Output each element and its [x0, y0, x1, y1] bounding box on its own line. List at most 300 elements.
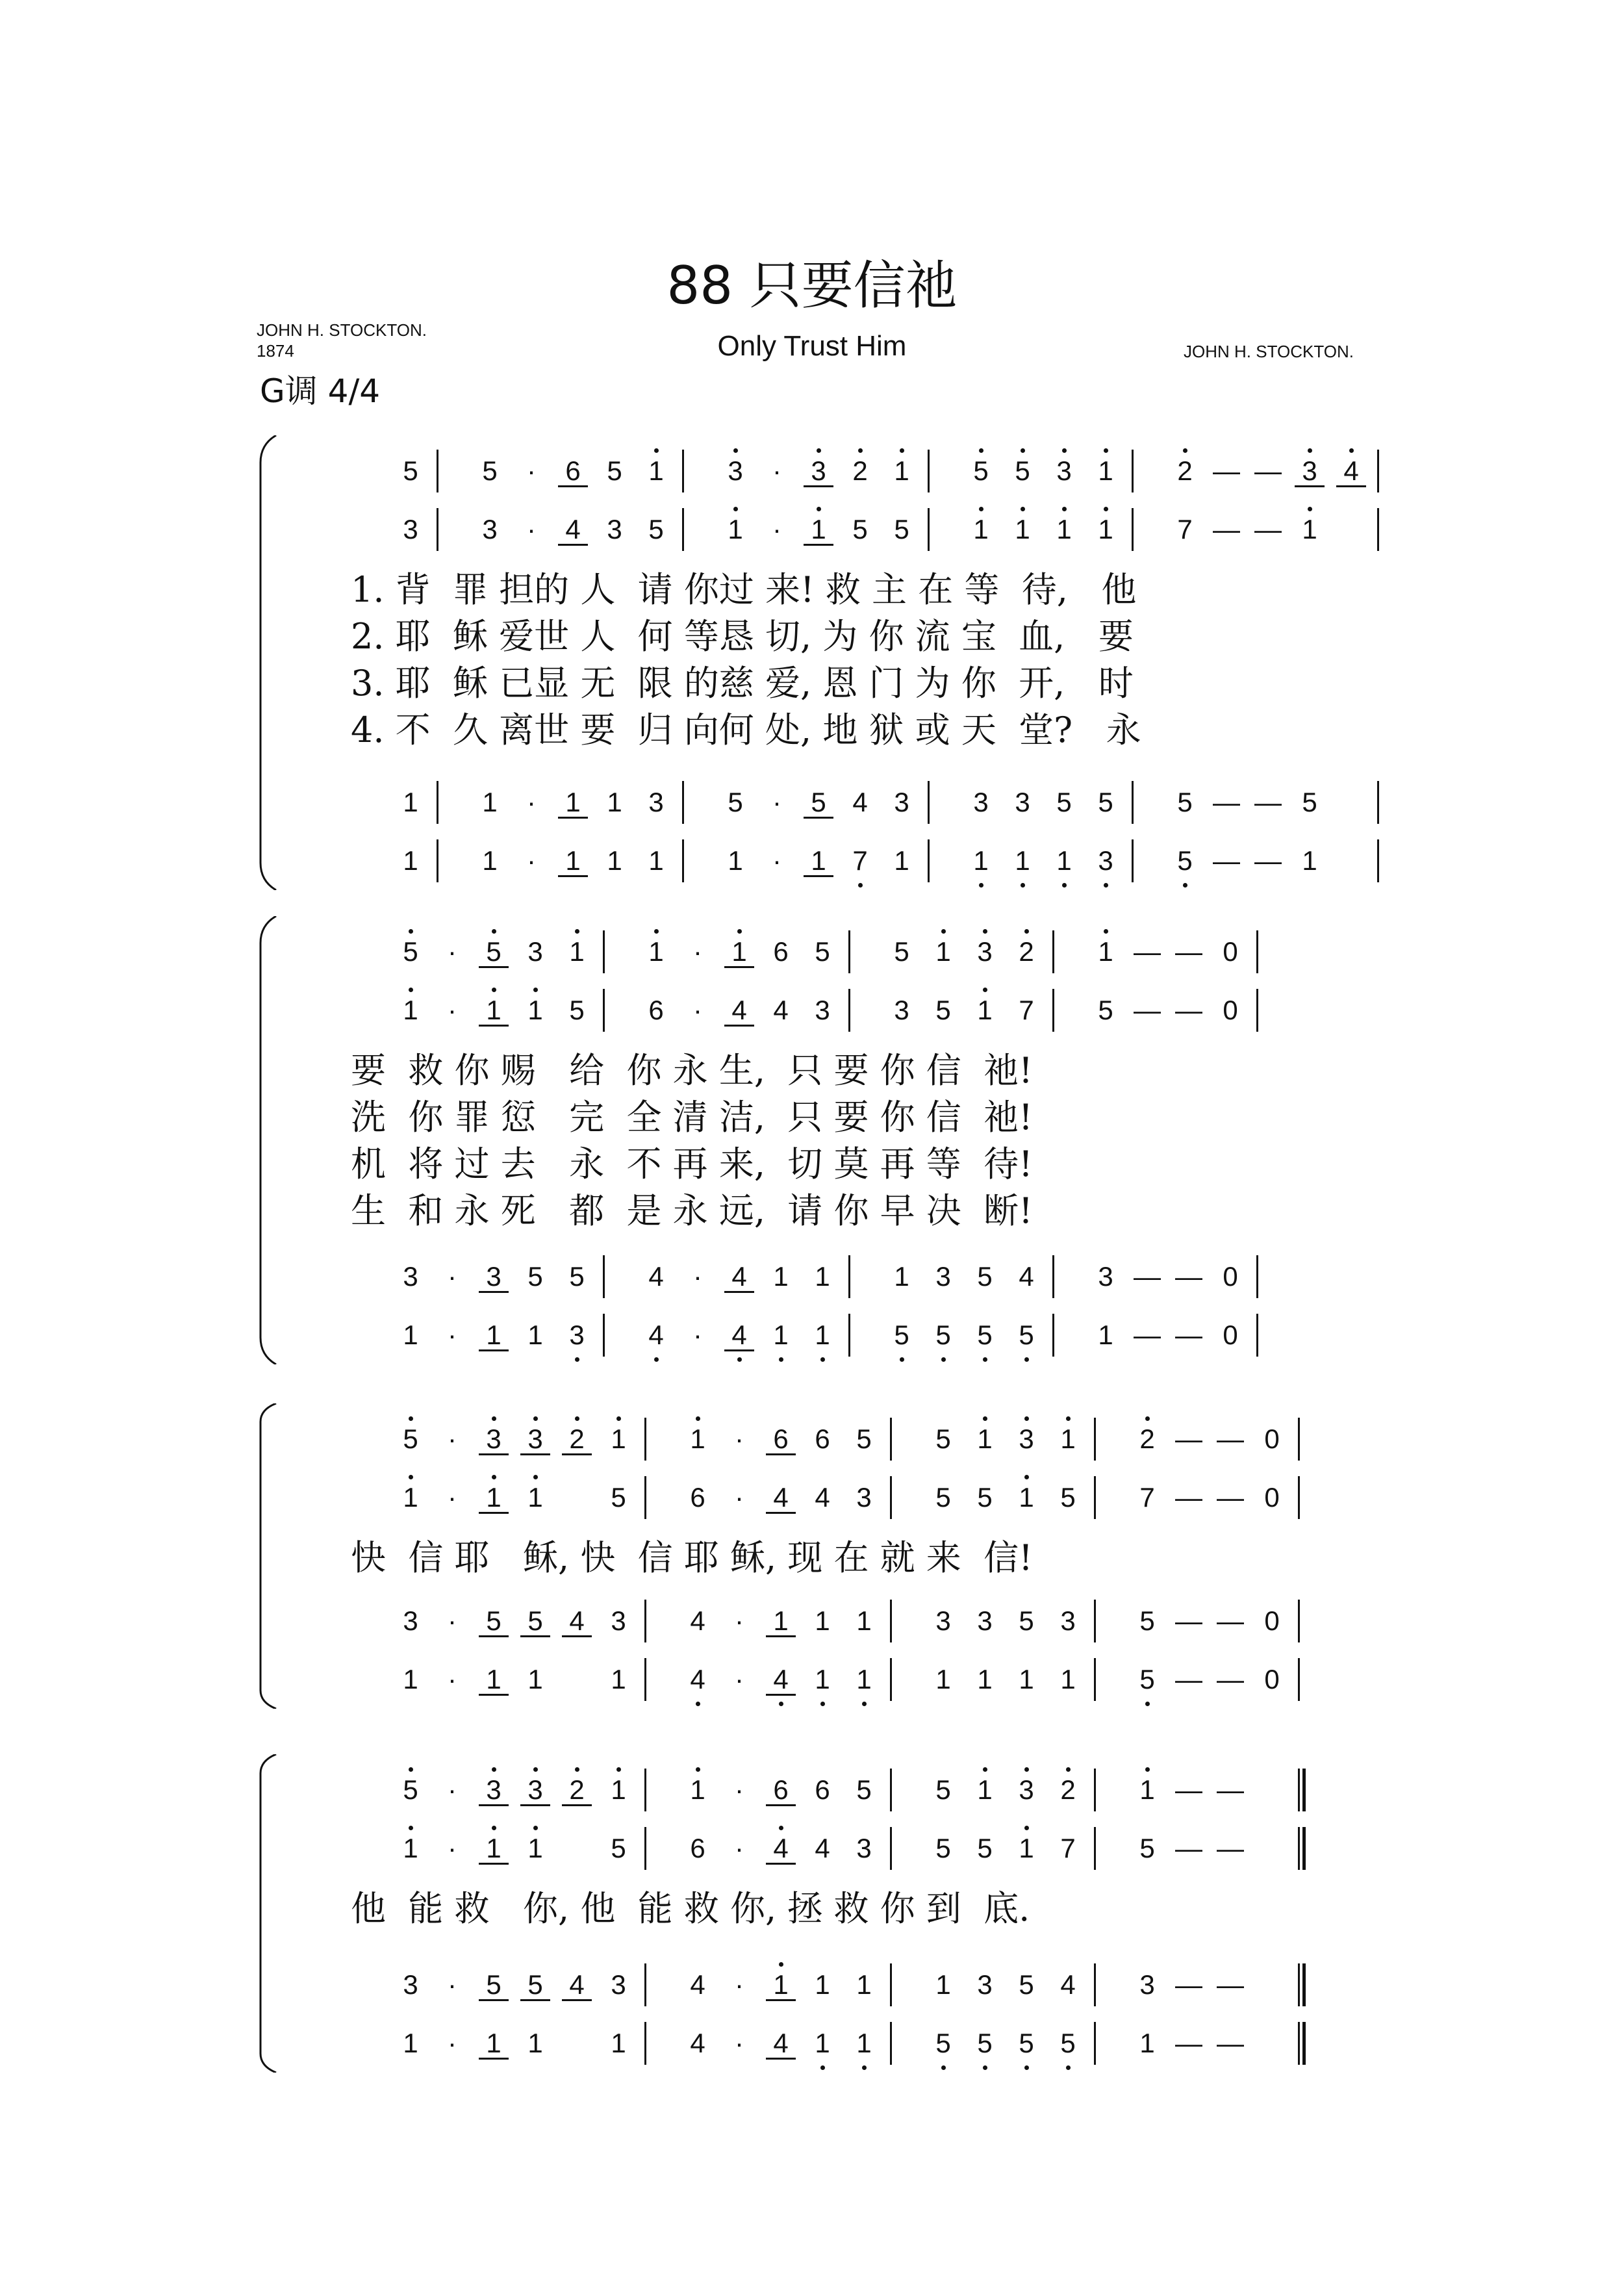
notation-row — [0, 448, 1624, 494]
note-symbol: · — [735, 2028, 744, 2058]
note-symbol: 5 — [935, 2028, 951, 2058]
note — [381, 838, 440, 884]
note — [872, 838, 931, 884]
note-symbol: · — [527, 455, 536, 486]
note-symbol: 4 — [773, 995, 789, 1025]
octave-down-dot — [779, 1702, 783, 1706]
bar-line — [644, 1600, 646, 1642]
note-symbol: 1 — [856, 2028, 872, 2058]
note-symbol: · — [448, 1664, 457, 1694]
note-symbol: 1 — [1139, 2028, 1155, 2058]
notation-row — [0, 988, 1624, 1033]
note-symbol: 2 — [1177, 455, 1193, 486]
note-symbol: 7 — [1177, 514, 1193, 544]
note-symbol: 4 — [1060, 1969, 1076, 2000]
octave-down-dot — [941, 1357, 946, 1362]
note-symbol: 3 — [1098, 845, 1113, 876]
note-symbol: 3 — [648, 787, 664, 817]
note-symbol: 1 — [977, 1774, 993, 1805]
note — [627, 448, 685, 494]
lyric-line: 机 将 过 去 永 不 再 来, 切 莫 再 等 待! — [351, 1143, 1033, 1184]
note-symbol: 5 — [935, 1424, 951, 1454]
note-symbol: 5 — [935, 1320, 951, 1350]
note-symbol: — — [1254, 514, 1282, 544]
note-symbol: 3 — [486, 1774, 501, 1805]
bar-line — [1132, 450, 1134, 492]
note-symbol: 3 — [403, 1261, 418, 1292]
note-symbol: 4 — [1019, 1261, 1034, 1292]
octave-down-dot — [858, 883, 863, 888]
note-symbol: 1 — [1015, 514, 1030, 544]
octave-up-dot — [1062, 507, 1067, 511]
note-symbol: 1 — [1056, 514, 1072, 544]
bar-line — [644, 1769, 646, 1811]
note-symbol: 1 — [973, 514, 989, 544]
note-symbol: — — [1175, 1774, 1202, 1805]
note-symbol: 4 — [569, 1969, 585, 2000]
note-symbol: 1 — [935, 936, 951, 967]
note-symbol: 2 — [569, 1424, 585, 1454]
octave-down-dot — [820, 1357, 825, 1362]
note-symbol: 3 — [1302, 455, 1317, 486]
note — [793, 988, 852, 1033]
note-symbol: 1 — [811, 845, 826, 876]
octave-down-dot — [979, 883, 983, 888]
octave-up-dot — [983, 1416, 987, 1421]
note-symbol: 1 — [728, 514, 743, 544]
bar-line — [1094, 1658, 1096, 1701]
notation-row — [0, 1962, 1624, 2008]
note-symbol: 1 — [607, 845, 622, 876]
note — [1039, 1826, 1097, 1871]
note — [1201, 988, 1260, 1033]
lyric-line: 快 信 耶 稣, 快 信 耶 稣, 现 在 就 来 信! — [351, 1537, 1033, 1578]
note-symbol: 1 — [894, 845, 909, 876]
note-symbol: 3 — [403, 1969, 418, 2000]
note-symbol: · — [448, 1774, 457, 1805]
note-symbol: 1 — [611, 1664, 626, 1694]
bar-line — [644, 1418, 646, 1461]
octave-up-dot — [1308, 507, 1312, 511]
note-symbol: 1 — [1302, 845, 1317, 876]
note-symbol: 1 — [815, 2028, 830, 2058]
note-symbol: 3 — [403, 514, 418, 544]
note-symbol: 5 — [527, 1605, 543, 1636]
octave-up-dot — [817, 448, 821, 453]
bar-line — [1377, 781, 1379, 824]
bar-line — [848, 989, 850, 1032]
note-symbol: — — [1175, 936, 1202, 967]
note-symbol: 3 — [815, 995, 830, 1025]
bar-line — [437, 839, 438, 882]
note-symbol: 1 — [1019, 1482, 1034, 1513]
note-symbol: 4 — [690, 1605, 705, 1636]
note — [997, 1312, 1056, 1358]
notation-row — [0, 1826, 1624, 1871]
note-symbol: — — [1217, 1664, 1244, 1694]
note-symbol: 4 — [773, 1833, 789, 1863]
note-symbol: 1 — [773, 1969, 789, 2000]
bar-line — [437, 508, 438, 551]
note-symbol: — — [1134, 936, 1161, 967]
note-symbol: 5 — [815, 936, 830, 967]
note-symbol: 4 — [648, 1320, 664, 1350]
note-symbol: 1 — [815, 1261, 830, 1292]
note-symbol: 1 — [486, 1320, 501, 1350]
note-symbol: 3 — [611, 1969, 626, 2000]
note-symbol: 1 — [611, 1424, 626, 1454]
note-symbol: 3 — [1015, 787, 1030, 817]
note — [548, 1312, 606, 1358]
notation-row — [0, 507, 1624, 552]
octave-up-dot — [575, 1416, 579, 1421]
note — [1076, 838, 1135, 884]
note — [997, 1254, 1056, 1299]
note-symbol: 2 — [852, 455, 868, 486]
notation-row — [0, 929, 1624, 975]
bar-line — [1256, 1255, 1258, 1298]
bar-line — [682, 508, 684, 551]
note-symbol: 1 — [486, 1482, 501, 1513]
octave-up-dot — [983, 929, 987, 934]
note-symbol: · — [735, 1605, 744, 1636]
bar-line — [1094, 1476, 1096, 1519]
note-symbol: 5 — [935, 995, 951, 1025]
note-symbol: — — [1217, 1969, 1244, 2000]
octave-up-dot — [733, 448, 738, 453]
note — [506, 1475, 565, 1520]
bar-line — [603, 989, 605, 1032]
note — [589, 1416, 648, 1462]
octave-down-dot — [820, 1702, 825, 1706]
note-symbol: 4 — [731, 1320, 747, 1350]
notation-row — [0, 2021, 1624, 2066]
final-bar-line — [1298, 1827, 1306, 1870]
octave-up-dot — [1021, 448, 1025, 453]
note-symbol: 1 — [486, 995, 501, 1025]
note-symbol: 1 — [856, 1664, 872, 1694]
octave-up-dot — [1104, 507, 1108, 511]
octave-up-dot — [779, 1826, 783, 1830]
lyric-line: 他 能 救 你, 他 能 救 你, 拯 救 你 到 底. — [351, 1888, 1030, 1929]
bar-line — [1377, 450, 1379, 492]
note-symbol: 1 — [815, 1320, 830, 1350]
note — [1201, 1826, 1260, 1871]
note-symbol: · — [527, 514, 536, 544]
note-symbol: 1 — [648, 455, 664, 486]
bar-line — [437, 450, 438, 492]
note-symbol: 5 — [403, 455, 418, 486]
octave-down-dot — [820, 2065, 825, 2070]
bar-line — [890, 1476, 892, 1519]
note — [1243, 1657, 1301, 1702]
note-symbol: 5 — [403, 936, 418, 967]
note-symbol: 1 — [486, 2028, 501, 2058]
note-symbol: · — [735, 1424, 744, 1454]
note-symbol: 1 — [565, 845, 581, 876]
note — [1280, 838, 1339, 884]
note-symbol: · — [693, 1320, 702, 1350]
octave-up-dot — [1104, 448, 1108, 453]
notation-row — [0, 838, 1624, 884]
octave-up-dot — [737, 929, 742, 934]
bar-line — [1256, 989, 1258, 1032]
bar-line — [1052, 1314, 1054, 1357]
note-symbol: 3 — [977, 1605, 993, 1636]
octave-up-dot — [409, 988, 413, 992]
bar-line — [682, 450, 684, 492]
note-symbol: — — [1175, 1482, 1202, 1513]
note-symbol: · — [448, 1261, 457, 1292]
note-symbol: 1 — [690, 1774, 705, 1805]
note-symbol: 0 — [1223, 995, 1238, 1025]
octave-up-dot — [409, 1767, 413, 1772]
note-symbol: 5 — [569, 995, 585, 1025]
note-symbol: — — [1254, 845, 1282, 876]
octave-up-dot — [575, 1767, 579, 1772]
note-symbol: — — [1175, 1605, 1202, 1636]
octave-down-dot — [1024, 2065, 1029, 2070]
note-symbol: 1 — [611, 1774, 626, 1805]
note — [381, 507, 440, 552]
note-symbol: 3 — [935, 1605, 951, 1636]
octave-up-dot — [1145, 1767, 1150, 1772]
note — [1201, 1962, 1260, 2008]
bar-line — [848, 1255, 850, 1298]
note-symbol: — — [1217, 1605, 1244, 1636]
bar-line — [890, 1418, 892, 1461]
octave-up-dot — [533, 1767, 538, 1772]
note-symbol: 5 — [1019, 2028, 1034, 2058]
note-symbol: 2 — [1060, 1774, 1076, 1805]
note — [381, 780, 440, 825]
note-symbol: 4 — [648, 1261, 664, 1292]
note-symbol: 6 — [815, 1774, 830, 1805]
note — [1076, 448, 1135, 494]
note-symbol: 5 — [977, 1261, 993, 1292]
note — [997, 929, 1056, 975]
note-symbol: 0 — [1264, 1424, 1280, 1454]
bar-line — [1094, 1963, 1096, 2006]
note — [1039, 1657, 1097, 1702]
note-symbol: 1 — [977, 1664, 993, 1694]
note-symbol: 0 — [1223, 936, 1238, 967]
lyric-line: 生 和 永 死 都 是 永 远, 请 你 早 决 断! — [351, 1190, 1033, 1231]
bar-line — [644, 1476, 646, 1519]
note-symbol: 3 — [403, 1605, 418, 1636]
note-symbol: 6 — [773, 936, 789, 967]
octave-up-dot — [533, 1475, 538, 1479]
note — [835, 1598, 893, 1644]
note-symbol: 6 — [773, 1774, 789, 1805]
octave-down-dot — [1104, 883, 1108, 888]
note-symbol: 1 — [894, 1261, 909, 1292]
note-symbol: · — [735, 1664, 744, 1694]
note — [589, 1475, 648, 1520]
note-symbol: 5 — [527, 1261, 543, 1292]
octave-up-dot — [533, 988, 538, 992]
note-symbol: 1 — [731, 936, 747, 967]
octave-up-dot — [1308, 448, 1312, 453]
note-symbol: 1 — [648, 845, 664, 876]
note-symbol: 4 — [1343, 455, 1359, 486]
octave-up-dot — [1066, 1416, 1071, 1421]
note-symbol: 1 — [607, 787, 622, 817]
note-symbol: — — [1175, 2028, 1202, 2058]
note-symbol: 1 — [773, 1320, 789, 1350]
note-symbol: 5 — [935, 1482, 951, 1513]
bar-line — [890, 2022, 892, 2065]
note — [1201, 1312, 1260, 1358]
note — [1201, 1767, 1260, 1813]
final-bar-line — [1298, 1769, 1306, 1811]
note-symbol: 1 — [1060, 1424, 1076, 1454]
octave-up-dot — [409, 929, 413, 934]
note-symbol: 4 — [569, 1605, 585, 1636]
note-symbol: 4 — [852, 787, 868, 817]
note — [835, 1657, 893, 1702]
bar-line — [1377, 508, 1379, 551]
note-symbol: 1 — [690, 1424, 705, 1454]
octave-up-dot — [492, 929, 496, 934]
note-symbol: 5 — [856, 1774, 872, 1805]
octave-up-dot — [492, 988, 496, 992]
note — [1322, 448, 1380, 494]
octave-up-dot — [1024, 1826, 1029, 1830]
octave-up-dot — [979, 507, 983, 511]
note — [548, 1254, 606, 1299]
note-symbol: 5 — [1098, 995, 1113, 1025]
note-symbol: · — [448, 1482, 457, 1513]
page-subtitle: Only Trust Him — [717, 330, 907, 362]
note-symbol: · — [772, 455, 781, 486]
notation-row — [0, 1767, 1624, 1813]
bar-line — [890, 1600, 892, 1642]
bar-line — [890, 1963, 892, 2006]
bar-line — [644, 1658, 646, 1701]
note-symbol: 5 — [977, 1482, 993, 1513]
bar-line — [1052, 930, 1054, 973]
note-symbol: 1 — [856, 1969, 872, 2000]
bar-line — [1094, 2022, 1096, 2065]
note-symbol: — — [1175, 995, 1202, 1025]
octave-up-dot — [409, 1826, 413, 1830]
note-symbol: 1 — [894, 455, 909, 486]
octave-up-dot — [492, 1475, 496, 1479]
note-symbol: — — [1175, 1424, 1202, 1454]
note-symbol: 2 — [1019, 936, 1034, 967]
note-symbol: — — [1254, 455, 1282, 486]
note-symbol: 3 — [811, 455, 826, 486]
note-symbol: 5 — [527, 1969, 543, 2000]
lyric-line: 2. 耶 稣 爱世 人 何 等恳 切, 为 你 流 宝 血, 要 — [351, 616, 1134, 657]
note-symbol: · — [772, 787, 781, 817]
octave-down-dot — [1062, 883, 1067, 888]
bar-line — [1094, 1827, 1096, 1870]
lyric-line: 3. 耶 稣 已显 无 限 的慈 爱, 恩 门 为 你 开, 时 — [351, 663, 1134, 704]
note-symbol: 1 — [856, 1605, 872, 1636]
note-symbol: 5 — [611, 1833, 626, 1863]
octave-up-dot — [1024, 1416, 1029, 1421]
note-symbol: 3 — [611, 1605, 626, 1636]
note-symbol: 5 — [1139, 1664, 1155, 1694]
note-symbol: 1 — [527, 1833, 543, 1863]
bar-line — [1132, 781, 1134, 824]
note-symbol: · — [527, 787, 536, 817]
note-symbol: 5 — [569, 1261, 585, 1292]
note-symbol: 1 — [527, 1664, 543, 1694]
octave-up-dot — [983, 988, 987, 992]
note-symbol: 1 — [773, 1261, 789, 1292]
note — [997, 988, 1056, 1033]
note-symbol: 1 — [403, 845, 418, 876]
note-symbol: 3 — [973, 787, 989, 817]
note-symbol: — — [1134, 1261, 1161, 1292]
composer-name-left: JOHN H. STOCKTON. — [257, 320, 427, 340]
final-bar-line — [1298, 1963, 1306, 2006]
octave-down-dot — [1183, 883, 1187, 888]
octave-up-dot — [1024, 1475, 1029, 1479]
note-symbol: 1 — [403, 1664, 418, 1694]
octave-down-dot — [1024, 1357, 1029, 1362]
note — [1039, 1767, 1097, 1813]
note-symbol: 5 — [1139, 1833, 1155, 1863]
note-symbol: 7 — [852, 845, 868, 876]
note — [1201, 929, 1260, 975]
note-symbol: 1 — [403, 787, 418, 817]
octave-up-dot — [979, 448, 983, 453]
note — [589, 1962, 648, 2008]
notation-row — [0, 1312, 1624, 1358]
note-symbol: — — [1213, 514, 1240, 544]
note-symbol: · — [772, 845, 781, 876]
page-title: 88 只要信祂 — [666, 255, 958, 316]
note — [1243, 1598, 1301, 1644]
note-symbol: 1 — [1019, 1833, 1034, 1863]
note-symbol: 5 — [403, 1774, 418, 1805]
note — [506, 1657, 565, 1702]
note-symbol: — — [1254, 787, 1282, 817]
note-symbol: 1 — [1098, 936, 1113, 967]
octave-up-dot — [941, 929, 946, 934]
note-symbol: 5 — [973, 455, 989, 486]
octave-up-dot — [733, 507, 738, 511]
note-symbol: · — [693, 1261, 702, 1292]
note-symbol: 3 — [977, 936, 993, 967]
note-symbol: 5 — [611, 1482, 626, 1513]
note — [793, 1254, 852, 1299]
note-symbol: — — [1175, 1833, 1202, 1863]
note-symbol: 5 — [1177, 845, 1193, 876]
octave-up-dot — [409, 1475, 413, 1479]
note-symbol: 0 — [1223, 1261, 1238, 1292]
bar-line — [848, 1314, 850, 1357]
note-symbol: 3 — [527, 1424, 543, 1454]
note-symbol: 6 — [690, 1482, 705, 1513]
note — [1243, 1475, 1301, 1520]
octave-down-dot — [1066, 2065, 1071, 2070]
note-symbol: 1 — [482, 787, 498, 817]
note — [1243, 1416, 1301, 1462]
bar-line — [1298, 1658, 1300, 1701]
octave-down-dot — [654, 1357, 659, 1362]
bar-line — [1094, 1418, 1096, 1461]
bar-line — [890, 1769, 892, 1811]
note-symbol: 6 — [565, 455, 581, 486]
note-symbol: 5 — [1098, 787, 1113, 817]
note — [589, 1598, 648, 1644]
note — [1201, 1254, 1260, 1299]
